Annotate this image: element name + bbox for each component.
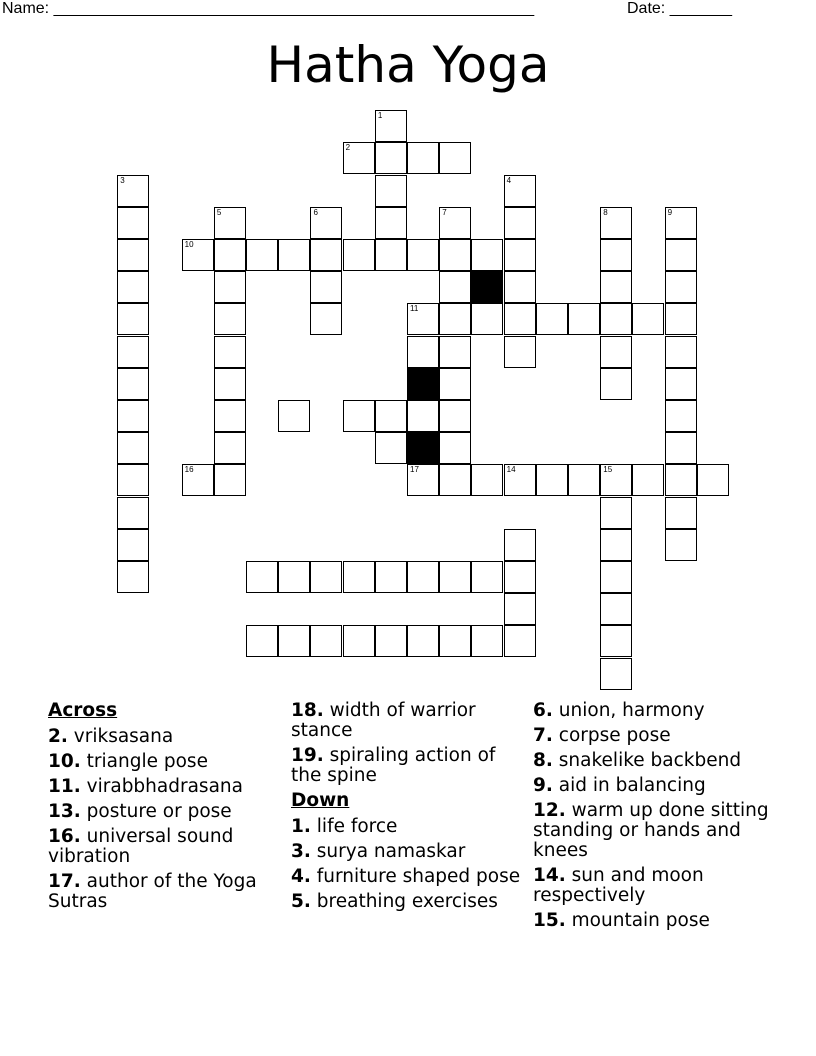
cell-number: 16 [184,465,194,475]
clue-number: 5. [291,891,311,912]
grid-cell[interactable] [278,400,310,432]
grid-cell[interactable] [697,464,729,496]
grid-cell[interactable] [504,464,536,496]
grid-cell[interactable] [375,110,407,142]
grid-cell[interactable] [278,561,310,593]
grid-cell[interactable] [504,239,536,271]
grid-cell[interactable] [600,529,632,561]
grid-cell[interactable] [439,400,471,432]
grid-cell[interactable] [665,497,697,529]
clue-number: 15. [533,910,566,931]
cell-number: 2 [345,143,351,153]
clue-item [533,866,783,906]
clue-text: vriksasana [67,726,174,747]
clue-item [291,746,523,786]
grid-cell[interactable] [214,303,246,335]
date-label: Date: [627,0,666,17]
grid-cell[interactable] [439,303,471,335]
grid-cell[interactable] [214,400,246,432]
grid-cell[interactable] [471,464,503,496]
clue-number: 11. [48,776,81,797]
grid-cell[interactable] [117,207,149,239]
grid-cell[interactable] [471,561,503,593]
grid-cell[interactable] [375,142,407,174]
grid-cell[interactable] [407,561,439,593]
grid-cell[interactable] [407,400,439,432]
grid-cell[interactable] [375,432,407,464]
grid-cell[interactable] [600,239,632,271]
clue-item [533,726,783,746]
grid-cell[interactable] [568,303,600,335]
clue-number: 13. [48,801,81,822]
grid-cell[interactable] [246,625,278,657]
clue-item [291,867,523,887]
clue-item [291,817,523,837]
grid-cell[interactable] [375,239,407,271]
clue-text: mountain pose [565,910,710,931]
grid-cell[interactable] [504,336,536,368]
grid-cell[interactable] [504,593,536,625]
clue-item [291,842,523,862]
grid-cell[interactable] [632,464,664,496]
clue-item [48,827,278,867]
grid-cell[interactable] [439,271,471,303]
grid-cell[interactable] [310,271,342,303]
clue-text: corpse pose [552,725,671,746]
black-cell [471,271,503,303]
grid-cell[interactable] [375,400,407,432]
grid-cell[interactable] [600,658,632,690]
grid-cell[interactable] [278,625,310,657]
grid-cell[interactable] [407,303,439,335]
grid-cell[interactable] [471,625,503,657]
cell-number: 14 [506,465,516,475]
grid-cell[interactable] [439,239,471,271]
clues-column-2 [291,701,523,917]
clue-item [533,801,783,861]
grid-cell[interactable] [214,336,246,368]
clue-item [48,752,278,772]
grid-cell[interactable] [665,529,697,561]
grid-cell[interactable] [182,464,214,496]
black-cell [407,432,439,464]
grid-cell[interactable] [407,464,439,496]
grid-cell[interactable] [117,239,149,271]
grid-cell[interactable] [310,303,342,335]
grid-cell[interactable] [310,561,342,593]
clue-number: 16. [48,826,81,847]
clues-column-1 [48,701,278,917]
grid-cell[interactable] [504,303,536,335]
grid-cell[interactable] [117,432,149,464]
grid-cell[interactable] [600,561,632,593]
page-title: Hatha Yoga [266,36,550,94]
date-line: _______ [669,0,732,17]
grid-cell[interactable] [439,336,471,368]
grid-cell[interactable] [471,303,503,335]
grid-cell[interactable] [278,239,310,271]
grid-cell[interactable] [407,625,439,657]
grid-cell[interactable] [504,529,536,561]
clue-item [48,777,278,797]
grid-cell[interactable] [117,303,149,335]
grid-cell[interactable] [665,271,697,303]
grid-cell[interactable] [504,271,536,303]
grid-cell[interactable] [117,497,149,529]
grid-cell[interactable] [600,593,632,625]
grid-cell[interactable] [600,336,632,368]
clue-number: 9. [533,775,553,796]
grid-cell[interactable] [536,464,568,496]
grid-cell[interactable] [214,239,246,271]
grid-cell[interactable] [439,464,471,496]
grid-cell[interactable] [310,207,342,239]
grid-cell[interactable] [632,303,664,335]
grid-cell[interactable] [117,368,149,400]
grid-cell[interactable] [600,497,632,529]
grid-cell[interactable] [665,207,697,239]
clue-text: posture or pose [80,801,232,822]
clue-text: sun and moon respectively [533,865,704,906]
clue-number: 3. [291,841,311,862]
grid-cell[interactable] [343,142,375,174]
grid-cell[interactable] [665,239,697,271]
grid-cell[interactable] [214,432,246,464]
clue-number: 19. [291,745,324,766]
grid-cell[interactable] [246,239,278,271]
clue-text: life force [310,816,398,837]
clue-number: 12. [533,800,566,821]
clue-item [533,911,783,931]
clue-text: snakelike backbend [552,750,742,771]
clue-item [533,776,783,796]
cell-number: 6 [313,207,318,217]
clue-number: 14. [533,865,566,886]
grid-cell[interactable] [182,239,214,271]
grid-cell[interactable] [504,625,536,657]
cell-number: 10 [184,240,194,250]
grid-cell[interactable] [504,207,536,239]
grid-cell[interactable] [246,561,278,593]
cell-number: 9 [667,207,673,217]
clue-item [48,727,278,747]
grid-cell[interactable] [600,464,632,496]
name-label: Name: [2,0,50,17]
black-cell [407,368,439,400]
grid-cell[interactable] [665,400,697,432]
clue-number: 6. [533,700,553,721]
grid-cell[interactable] [117,464,149,496]
grid-cell[interactable] [568,464,600,496]
clue-item [291,701,523,741]
grid-cell[interactable] [343,625,375,657]
grid-cell[interactable] [343,400,375,432]
clue-item [48,802,278,822]
clue-text: author of the Yoga Sutras [48,871,257,912]
grid-cell[interactable] [310,625,342,657]
grid-cell[interactable] [375,561,407,593]
grid-cell[interactable] [214,368,246,400]
grid-cell[interactable] [600,368,632,400]
clue-text: triangle pose [80,751,208,772]
cell-number: 3 [120,175,125,185]
grid-cell[interactable] [471,239,503,271]
clue-number: 2. [48,726,68,747]
clue-item [533,701,783,721]
cell-number: 8 [603,207,608,217]
grid-cell[interactable] [439,625,471,657]
clue-text: breathing exercises [310,891,498,912]
grid-cell[interactable] [665,432,697,464]
cell-number: 15 [603,465,613,475]
clue-text: universal sound vibration [48,826,234,867]
grid-cell[interactable] [407,336,439,368]
grid-cell[interactable] [439,432,471,464]
clue-item [48,872,278,912]
grid-cell[interactable] [117,336,149,368]
cell-number: 7 [442,207,447,217]
grid-cell[interactable] [600,303,632,335]
grid-cell[interactable] [375,207,407,239]
grid-cell[interactable] [600,207,632,239]
grid-cell[interactable] [439,561,471,593]
cell-number: 4 [506,175,512,185]
grid-cell[interactable] [504,561,536,593]
grid-cell[interactable] [665,464,697,496]
down-heading: Down [291,790,350,811]
grid-cell[interactable] [375,625,407,657]
clue-text: furniture shaped pose [310,866,521,887]
grid-cell[interactable] [439,142,471,174]
grid-cell[interactable] [343,561,375,593]
grid-cell[interactable] [214,207,246,239]
clues-column-3 [533,701,783,936]
grid-cell[interactable] [117,175,149,207]
grid-cell[interactable] [600,625,632,657]
grid-cell[interactable] [665,368,697,400]
clue-text: width of warrior stance [291,700,476,741]
cell-number: 17 [410,465,419,475]
grid-cell[interactable] [117,529,149,561]
grid-cell[interactable] [343,239,375,271]
grid-cell[interactable] [117,271,149,303]
clue-number: 1. [291,816,311,837]
clue-item [291,892,523,912]
clue-number: 17. [48,871,81,892]
clue-item [533,751,783,771]
grid-cell[interactable] [600,271,632,303]
grid-cell[interactable] [117,561,149,593]
grid-cell[interactable] [407,142,439,174]
grid-cell[interactable] [310,239,342,271]
grid-cell[interactable] [407,239,439,271]
across-heading: Across [48,700,118,721]
grid-cell[interactable] [214,271,246,303]
grid-cell[interactable] [117,400,149,432]
grid-cell[interactable] [439,207,471,239]
grid-cell[interactable] [214,464,246,496]
grid-cell[interactable] [375,175,407,207]
grid-cell[interactable] [439,368,471,400]
grid-cell[interactable] [536,303,568,335]
cell-number: 1 [377,111,383,121]
clue-number: 8. [533,750,553,771]
cell-number: 5 [216,207,222,217]
clue-text: virabbhadrasana [80,776,243,797]
grid-cell[interactable] [665,303,697,335]
clue-text: surya namaskar [310,841,466,862]
clue-text: warm up done sitting standing or hands and knees [533,800,769,861]
clue-text: union, harmony [552,700,705,721]
clue-number: 18. [291,700,324,721]
clue-text: spiraling action of the spine [291,745,496,786]
grid-cell[interactable] [504,175,536,207]
clue-text: aid in balancing [552,775,706,796]
clue-number: 10. [48,751,81,772]
grid-cell[interactable] [665,336,697,368]
clue-number: 4. [291,866,311,887]
clue-number: 7. [533,725,553,746]
name-line: ______________________________________________________ [53,0,535,17]
cell-number: 11 [410,304,419,314]
